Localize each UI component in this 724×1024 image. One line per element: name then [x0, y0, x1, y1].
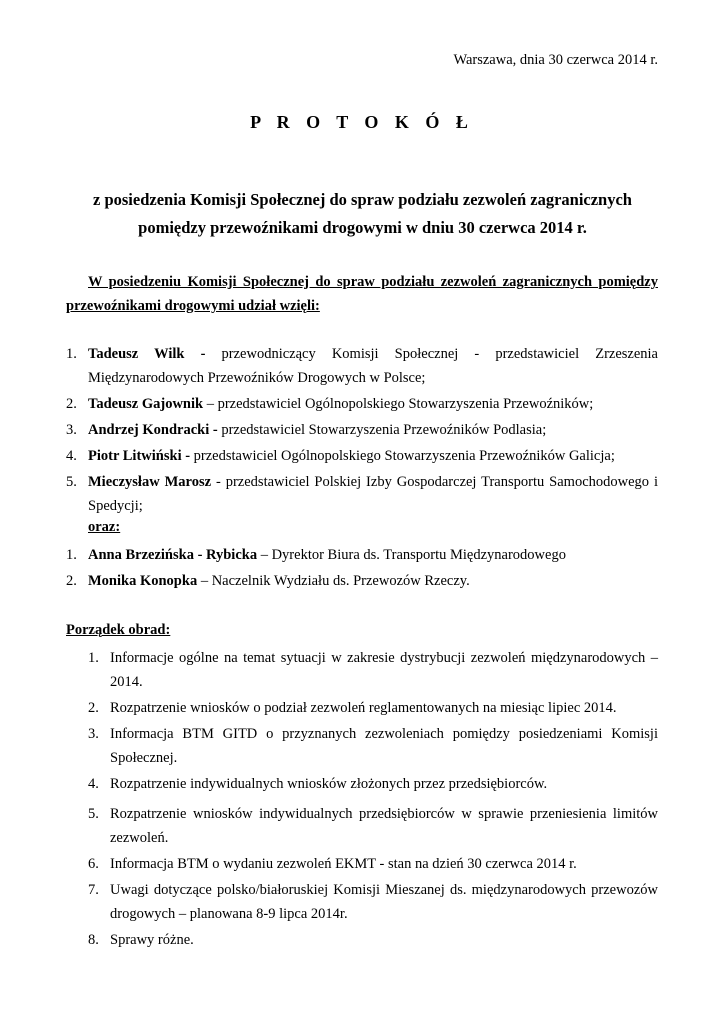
- item-number: 1.: [66, 547, 77, 563]
- item-number: 4.: [66, 448, 77, 464]
- item-number: 4.: [88, 776, 99, 792]
- date-line: Warszawa, dnia 30 czerwca 2014 r.: [453, 52, 658, 68]
- list-item: [66, 418, 658, 442]
- agenda-text: Informacja BTM o wydaniu zezwoleń EKMT - stan na dzień 30 czerwca 2014 r.: [110, 856, 577, 872]
- item-number: 5.: [66, 474, 77, 490]
- agenda-item: [88, 722, 658, 770]
- agenda-text: Rozpatrzenie indywidualnych wniosków złożonych przez przedsiębiorców.: [110, 776, 548, 792]
- item-number: 1.: [66, 346, 77, 362]
- list-item: [66, 444, 658, 468]
- agenda-text: Informacja BTM GITD o przyznanych zezwoleniach pomiędzy posiedzeniami Komisji Społecznej.: [110, 726, 658, 766]
- attendee-name: Piotr Litwiński -: [88, 448, 191, 464]
- attendee-role: przedstawiciel Ogólnopolskiego Stowarzyszenia Przewoźników Galicja;: [190, 448, 615, 464]
- oraz-label: oraz:: [88, 519, 121, 535]
- agenda-text: Rozpatrzenie wniosków o podział zezwoleń reglamentowanych na miesiąc lipiec 2014.: [110, 700, 617, 716]
- attendee-name: Tadeusz Gajownik: [88, 396, 204, 412]
- item-number: 2.: [66, 573, 77, 589]
- agenda-item: [88, 852, 658, 876]
- document-subtitle: z posiedzenia Komisji Społecznej do spraw podziału zezwoleń zagranicznych pomiędzy przewoźnikami drogowymi w dniu 30 czerwca 2014 r.: [93, 190, 632, 237]
- agenda-item: [88, 878, 658, 926]
- attendee-role: - przedstawiciel Polskiej Izby Gospodarczej Transportu Samochodowego i Spedycji;: [88, 474, 658, 514]
- attendee-role: przedstawiciel Stowarzyszenia Przewoźników Podlasia;: [217, 422, 547, 438]
- guest-role: – Naczelnik Wydziału ds. Przewozów Rzeczy.: [197, 573, 470, 589]
- agenda-text: Sprawy różne.: [110, 932, 194, 948]
- attendee-name: Tadeusz Wilk -: [88, 346, 206, 362]
- list-item: [66, 543, 658, 567]
- agenda-item: [88, 772, 658, 796]
- guest-name: Anna Brzezińska - Rybicka: [88, 547, 258, 563]
- agenda-text: Rozpatrzenie wniosków indywidualnych przedsiębiorców w sprawie przeniesienia limitów zezwoleń.: [110, 806, 658, 846]
- agenda-item: [88, 928, 658, 952]
- guests-list: [66, 543, 658, 595]
- agenda-text: Uwagi dotyczące polsko/białoruskiej Komisji Mieszanej ds. międzynarodowych przewozów drogowych – planowana 8-9 lipca 2014r.: [110, 882, 658, 922]
- item-number: 8.: [88, 932, 99, 948]
- item-number: 3.: [66, 422, 77, 438]
- agenda-list: [88, 646, 658, 954]
- item-number: 2.: [88, 700, 99, 716]
- attendee-role: – przedstawiciel Ogólnopolskiego Stowarzyszenia Przewoźników;: [203, 396, 594, 412]
- item-number: 3.: [88, 726, 99, 742]
- item-number: 6.: [88, 856, 99, 872]
- item-number: 2.: [66, 396, 77, 412]
- document-title: P R O T O K Ó Ł: [250, 112, 474, 132]
- list-item: [66, 392, 658, 416]
- attendees-list: [66, 342, 658, 520]
- item-number: 7.: [88, 882, 99, 898]
- agenda-title: Porządek obrad:: [66, 622, 171, 638]
- item-number: 5.: [88, 806, 99, 822]
- attendees-intro: W posiedzeniu Komisji Społecznej do spraw podziału zezwoleń zagranicznych pomiędzy przewoźnikami drogowymi udział wzięli:: [66, 274, 658, 314]
- agenda-item: [88, 802, 658, 850]
- guest-name: Monika Konopka: [88, 573, 198, 589]
- agenda-item: [88, 646, 658, 694]
- agenda-item: [88, 696, 658, 720]
- guest-role: – Dyrektor Biura ds. Transportu Międzynarodowego: [257, 547, 566, 563]
- item-number: 1.: [88, 650, 99, 666]
- list-item: [66, 569, 658, 593]
- attendee-role: przewodniczący Komisji Społecznej - przedstawiciel Zrzeszenia Międzynarodowych Przewoźników Drogowych w Polsce;: [88, 346, 658, 386]
- attendee-name: Andrzej Kondracki -: [88, 422, 218, 438]
- list-item: [66, 342, 658, 390]
- attendee-name: Mieczysław Marosz: [88, 474, 212, 490]
- agenda-text: Informacje ogólne na temat sytuacji w zakresie dystrybucji zezwoleń międzynarodowych – 2014.: [110, 650, 658, 690]
- list-item: [66, 470, 658, 518]
